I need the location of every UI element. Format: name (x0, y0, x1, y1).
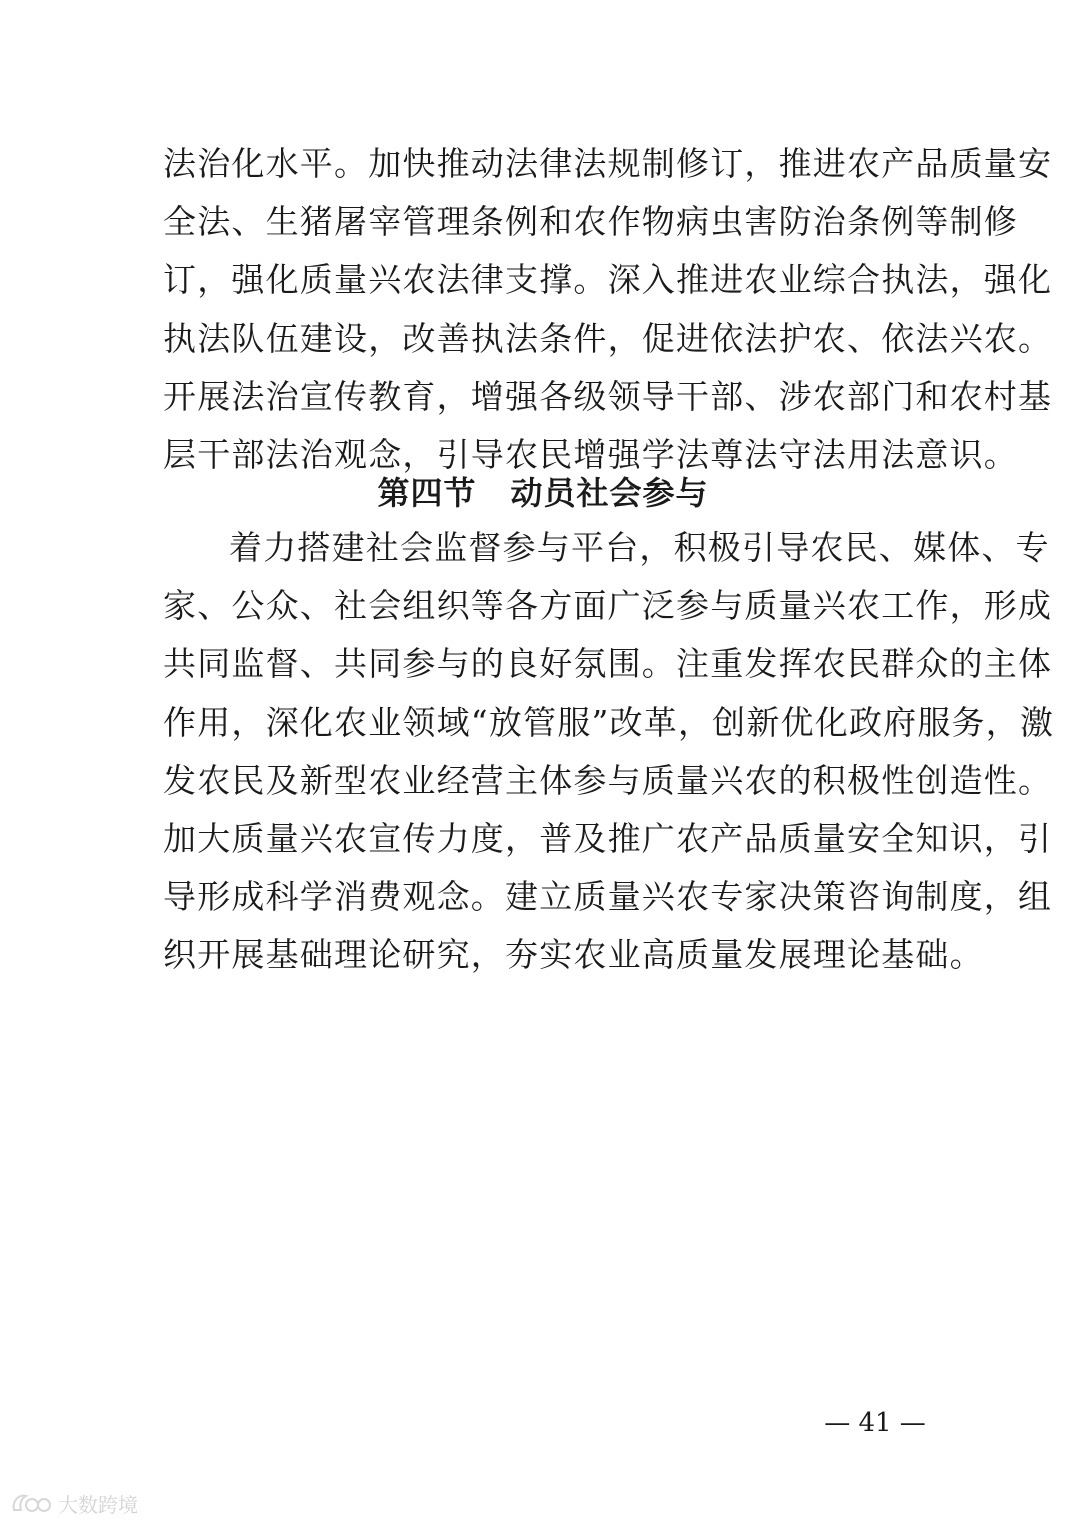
paragraph-line: 发农民及新型农业经营主体参与质量兴农的积极性创造性。 (163, 760, 1053, 800)
paragraph-1 (163, 135, 1053, 484)
paragraph-line: 法治化水平。加快推动法律法规制修订，推进农产品质量安 (163, 144, 1053, 183)
paragraph-line: 织开展基础理论研究，夯实农业高质量发展理论基础。 (163, 935, 984, 975)
paragraph-line: 着力搭建社会监督参与平台，积极引导农民、媒体、专 (229, 528, 1050, 567)
paragraph-line: 开展法治宣传教育，增强各级领导干部、涉农部门和农村基 (163, 376, 1053, 416)
section-number: 第四节 (377, 474, 477, 512)
paragraph-line: 执法队伍建设，改善执法条件，促进依法护农、依法兴农。 (163, 318, 1053, 358)
paragraph-line: 层干部法治观念，引导农民增强学法尊法守法用法意识。 (163, 434, 1018, 474)
paragraph-line: 共同监督、共同参与的良好氛围。注重发挥农民群众的主体 (163, 644, 1053, 684)
section-heading (163, 464, 923, 522)
watermark-text: 大数跨境 (58, 1492, 138, 1517)
page-number: — 41 — (824, 1408, 926, 1438)
paragraph-line: 家、公众、社会组织等各方面广泛参与质量兴农工作，形成 (163, 586, 1053, 626)
section-title: 动员社会参与 (510, 474, 709, 512)
brand-logo-icon (10, 1490, 52, 1516)
paragraph-line: 加大质量兴农宣传力度，普及推广农产品质量安全知识，引 (163, 818, 1053, 858)
paragraph-2 (163, 519, 1055, 985)
paragraph-line: 订，强化质量兴农法律支撑。深入推进农业综合执法，强化 (163, 260, 1053, 300)
paragraph-line: 导形成科学消费观念。建立质量兴农专家决策咨询制度，组 (163, 877, 1053, 917)
section-heading-block (163, 464, 923, 522)
paragraph-line: 作用，深化农业领域“放管服”改革，创新优化政府服务，激 (163, 702, 1055, 742)
paragraph-line: 全法、生猪屠宰管理条例和农作物病虫害防治条例等制修 (163, 202, 1018, 242)
watermark (10, 1488, 138, 1518)
